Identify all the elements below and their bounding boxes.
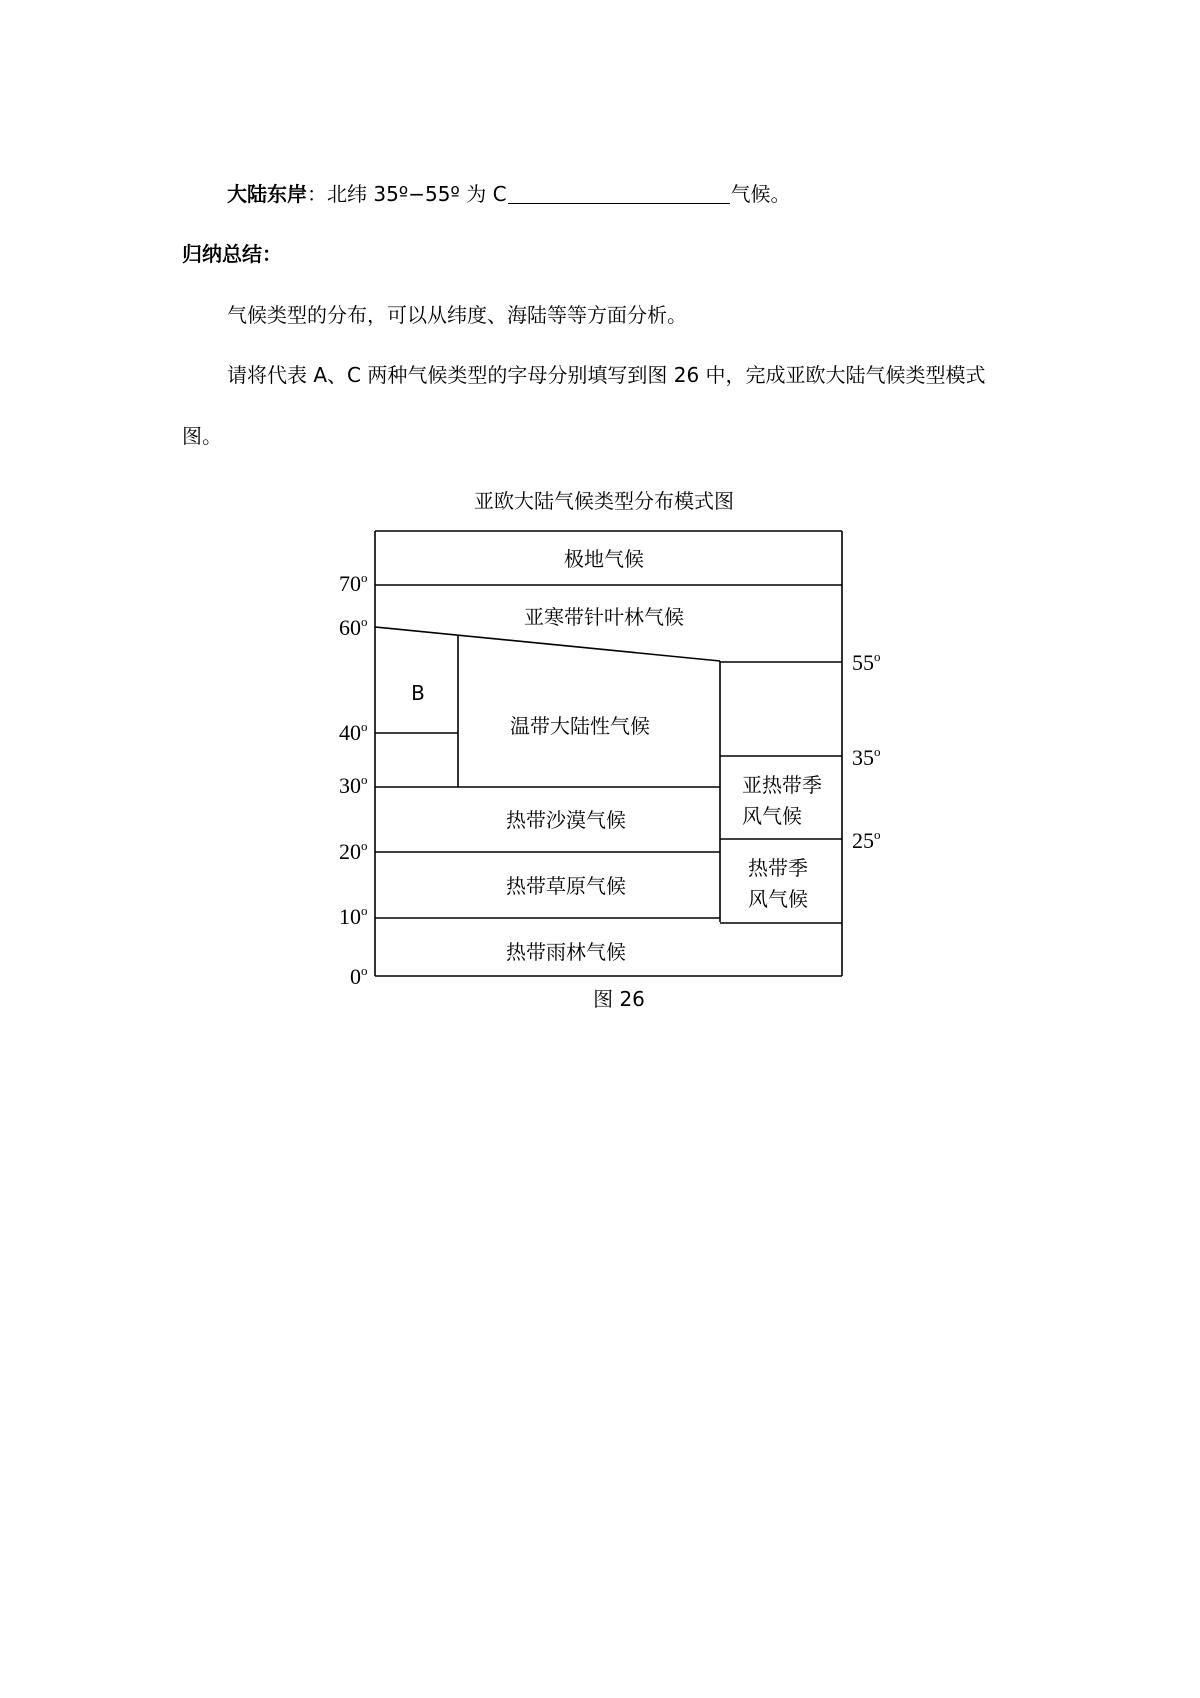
diagram-title: 亚欧大陆气候类型分布模式图 [474, 489, 734, 513]
east-coast-label: 大陆东岸 [227, 182, 307, 206]
lat-label-30: 30$^o$ [339, 772, 368, 798]
zone-savanna: 热带草原气候 [506, 874, 626, 898]
lat-line-60-55 [375, 627, 720, 661]
zone-desert: 热带沙漠气候 [506, 808, 626, 832]
zone-b: B [411, 681, 425, 705]
east-coast-suffix: 气候。 [730, 182, 791, 206]
lat-label-55: 55$^o$ [852, 649, 881, 675]
lat-label-0: 0$^o$ [350, 963, 368, 989]
lat-label-70: 70$^o$ [339, 570, 368, 596]
lat-label-40: 40$^o$ [339, 719, 368, 745]
zone-tropical-monsoon-line-1: 热带季 [748, 856, 808, 880]
zone-subtropical-monsoon-line-2: 风气候 [742, 804, 802, 828]
zone-rainforest: 热带雨林气候 [506, 940, 626, 964]
zone-tropical-monsoon-line-2: 风气候 [748, 887, 808, 911]
right-latitude-labels [852, 649, 881, 853]
zone-temperate-continental: 温带大陆性气候 [510, 714, 650, 738]
summary-paragraph-1: 气候类型的分布，可以从纬度、海陆等等方面分析。 [227, 303, 687, 327]
summary-heading: 归纳总结： [182, 242, 282, 266]
zone-subarctic: 亚寒带针叶林气候 [524, 605, 684, 629]
lat-label-10: 10$^o$ [339, 903, 368, 929]
left-latitude-labels [339, 570, 368, 989]
lat-label-25: 25$^o$ [852, 827, 881, 853]
lat-label-35: 35$^o$ [852, 744, 881, 770]
zone-subtropical-monsoon-line-1: 亚热带季 [742, 773, 822, 797]
summary-paragraph-2-line-1: 请将代表 A、C 两种气候类型的字母分别填写到图 26 中，完成亚欧大陆气候类型模式 [227, 363, 986, 387]
east-coast-colon: ： [307, 182, 327, 206]
zone-polar: 极地气候 [564, 547, 644, 571]
lat-label-60: 60$^o$ [339, 614, 368, 640]
summary-paragraph-2-line-2: 图。 [182, 424, 222, 448]
figure-caption: 图 26 [593, 987, 645, 1011]
east-coast-text: 北纬 35º−55º 为 C [327, 182, 507, 206]
lat-label-20: 20$^o$ [339, 838, 368, 864]
